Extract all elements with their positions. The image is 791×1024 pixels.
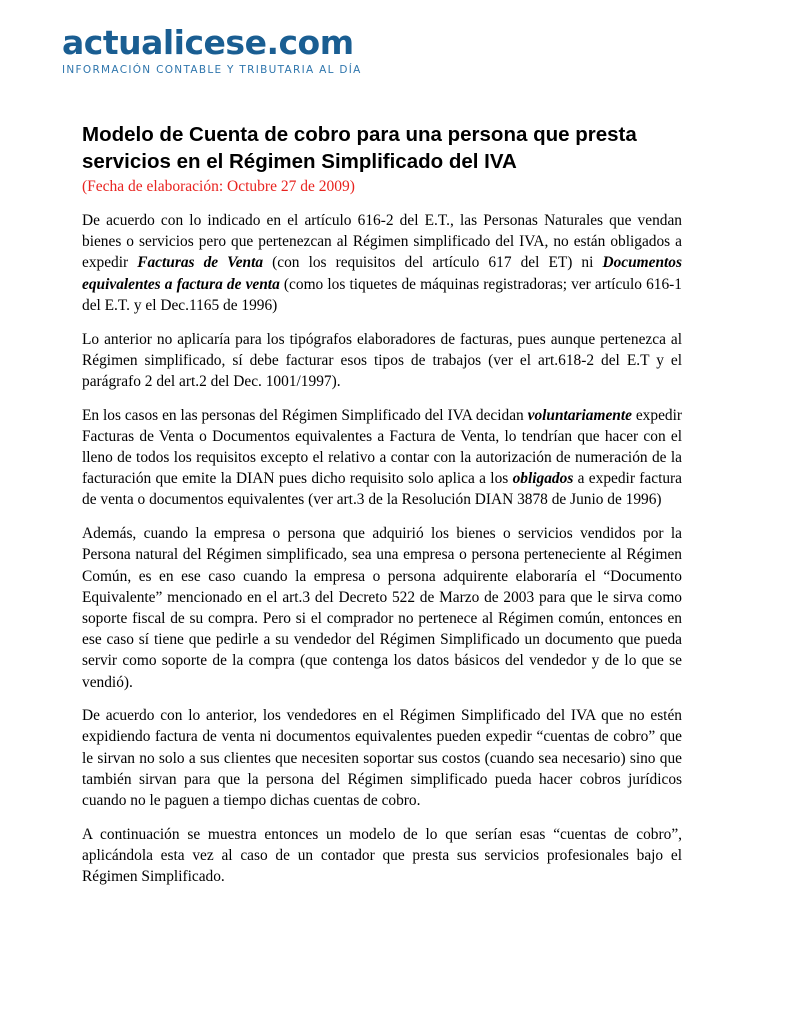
text: A continuación se muestra entonces un modelo de lo que serían esas “cuentas de cobro”, aplicándola esta vez al caso de un contador que presta sus servicios profesionales bajo el Régimen Simplificado. bbox=[82, 825, 682, 886]
logo-tagline: INFORMACIÓN CONTABLE Y TRIBUTARIA AL DÍA bbox=[62, 64, 362, 76]
emphasis-text: Facturas de Venta bbox=[137, 254, 264, 272]
document-title: Modelo de Cuenta de cobro para una persona que presta servicios en el Régimen Simplificado del IVA bbox=[82, 123, 637, 173]
paragraph-1 bbox=[82, 210, 682, 316]
text: En los casos en las personas del Régimen Simplificado del IVA decidan bbox=[82, 406, 528, 424]
text: De acuerdo con lo anterior, los vendedores en el Régimen Simplificado del IVA que no estén expidiendo factura de venta ni documentos equivalentes pueden expedir “cuentas de cobro” que le sirvan no solo a sus clientes que necesiten soportar sus costos (cuando sea necesario) sino que también sirvan para que la persona del Régimen simplificado pueda hacer cobros jurídicos cuando no le paguen a tiempo dichas cuentas de cobro. bbox=[82, 707, 682, 810]
emphasis-text: obligados bbox=[512, 470, 574, 488]
text: a expedir factura de venta o documentos equivalentes (ver art.3 de la Resolución DIAN 3878 de Junio de 1996) bbox=[82, 470, 682, 509]
text: De acuerdo con lo indicado en el artículo 616-2 del E.T., las Personas Naturales que vendan bienes o servicios pero que pertenezcan al Régimen simplificado del IVA, no están obligados a expedir bbox=[82, 212, 682, 272]
actualicese-logo bbox=[62, 24, 362, 76]
text: Lo anterior no aplicaría para los tipógrafos elaboradores de facturas, pues aunque pertenezca al Régimen simplificado, sí debe facturar esos tipos de trabajos (ver el art.618-2 del E.T y el parágrafo 2 del art.2 del Dec. 1001/1997). bbox=[82, 330, 682, 390]
text: Además, cuando la empresa o persona que adquirió los bienes o servicios vendidos por la Persona natural del Régimen simplificado, sea una empresa o persona perteneciente al Régimen Común, es en ese caso cuando la empresa o persona adquirente elaboraría el “Documento Equivalente” mencionado en el art.3 del Decreto 522 de Marzo de 2003 para que le sirva como soporte fiscal de su compra. Pero si el comprador no pertenece al Régimen común, entonces en ese caso sí tiene que pedirle a su vendedor del Régimen Simplificado un documento que pueda servir como soporte de la compra (que contenga los datos básicos del vendedor y de lo que se vendió). bbox=[82, 525, 682, 691]
paragraph-6 bbox=[82, 824, 682, 888]
paragraph-5 bbox=[82, 705, 682, 811]
paragraph-3 bbox=[82, 405, 682, 511]
emphasis-text: Documentos equivalentes a factura de venta bbox=[82, 254, 682, 293]
paragraph-2 bbox=[82, 329, 682, 393]
text: (con los requisitos del artículo 617 del ET) ni bbox=[263, 254, 603, 272]
emphasis-text: voluntariamente bbox=[527, 406, 632, 424]
logo-name: actualicese.com bbox=[62, 23, 354, 62]
text: (como los tiquetes de máquinas registradoras; ver artículo 616-1 del E.T. y el Dec.1165 de 1996) bbox=[82, 275, 682, 314]
paragraph-4 bbox=[82, 523, 682, 693]
text: expedir Facturas de Venta o Documentos equivalentes a Factura de Venta, lo tendrían que hacer con el lleno de todos los requisitos excepto el relativo a contar con la autorización de numeración de la facturación que emite la DIAN pues dicho requisito solo aplica a los bbox=[82, 406, 682, 488]
elaboration-date: (Fecha de elaboración: Octubre 27 de 2009) bbox=[82, 178, 355, 195]
document-body bbox=[82, 210, 682, 900]
